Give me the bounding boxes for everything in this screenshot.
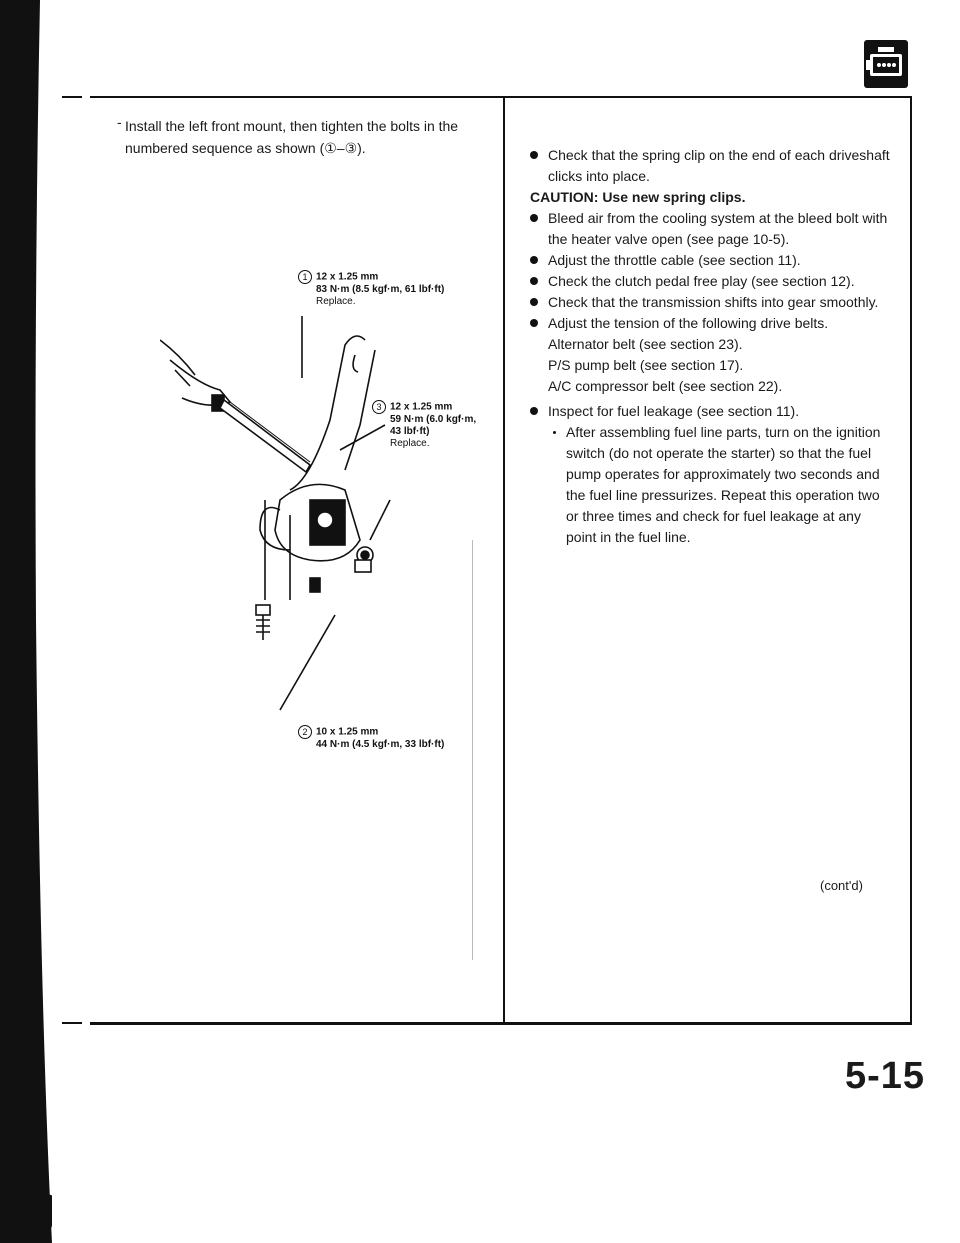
right-border bbox=[910, 97, 912, 1024]
step-throttle-cable: Adjust the throttle cable (see section 11). bbox=[530, 250, 892, 271]
callout-bolt-2: 2 10 x 1.25 mm 44 N·m (4.5 kgf·m, 33 lbf·ft) bbox=[298, 725, 444, 751]
engine-mount-illustration bbox=[160, 300, 400, 720]
faint-divider bbox=[472, 540, 473, 960]
bottom-rule-stub bbox=[62, 1022, 82, 1024]
caution-note: CAUTION: Use new spring clips. bbox=[530, 189, 746, 205]
top-rule bbox=[90, 96, 912, 98]
page-number: 5-15 bbox=[845, 1055, 926, 1097]
binding-edge bbox=[0, 0, 52, 1243]
step-clutch-pedal: Check the clutch pedal free play (see section 12). bbox=[530, 271, 892, 292]
callout-bolt-3: 3 12 x 1.25 mm 59 N·m (6.0 kgf·m, 43 lbf·ft) Replace. bbox=[372, 400, 476, 450]
engine-section-icon bbox=[864, 40, 908, 88]
callout-number-3: 3 bbox=[372, 400, 386, 414]
step-transmission-check: Check that the transmission shifts into gear smoothly. bbox=[530, 292, 892, 313]
right-column-steps bbox=[530, 145, 892, 548]
callout-number-1: 1 bbox=[298, 270, 312, 284]
continued-label: (cont'd) bbox=[820, 878, 863, 893]
step-spring-clip: Check that the spring clip on the end of each driveshaft clicks into place. bbox=[530, 145, 892, 187]
step-fuel-leakage: Inspect for fuel leakage (see section 11). bbox=[530, 401, 892, 422]
fuel-leakage-substep: After assembling fuel line parts, turn on the ignition switch (do not operate the starter) so that the fuel pump operates for approximately two seconds and the fuel line pressurizes. Repeat this operation two or three times and check for fuel leakage at any point in the fuel line. bbox=[530, 422, 892, 548]
intro-dash: - bbox=[117, 114, 122, 130]
step-drive-belts: Adjust the tension of the following drive belts. bbox=[530, 313, 892, 334]
callout-number-2: 2 bbox=[298, 725, 312, 739]
callout-bolt-1: 1 12 x 1.25 mm 83 N·m (8.5 kgf·m, 61 lbf·ft) Replace. bbox=[298, 270, 444, 308]
belt-ps-pump: P/S pump belt (see section 17). bbox=[548, 357, 744, 373]
column-divider bbox=[503, 97, 505, 1024]
step-bleed-air: Bleed air from the cooling system at the bleed bolt with the heater valve open (see page 10-5). bbox=[530, 208, 892, 250]
intro-instruction: Install the left front mount, then tighten the bolts in the numbered sequence as shown (①–③). bbox=[125, 118, 459, 156]
bottom-rule bbox=[90, 1022, 912, 1025]
top-rule-stub bbox=[62, 96, 82, 98]
belt-alternator: Alternator belt (see section 23). bbox=[548, 336, 743, 352]
belt-ac-compressor: A/C compressor belt (see section 22). bbox=[548, 378, 783, 394]
